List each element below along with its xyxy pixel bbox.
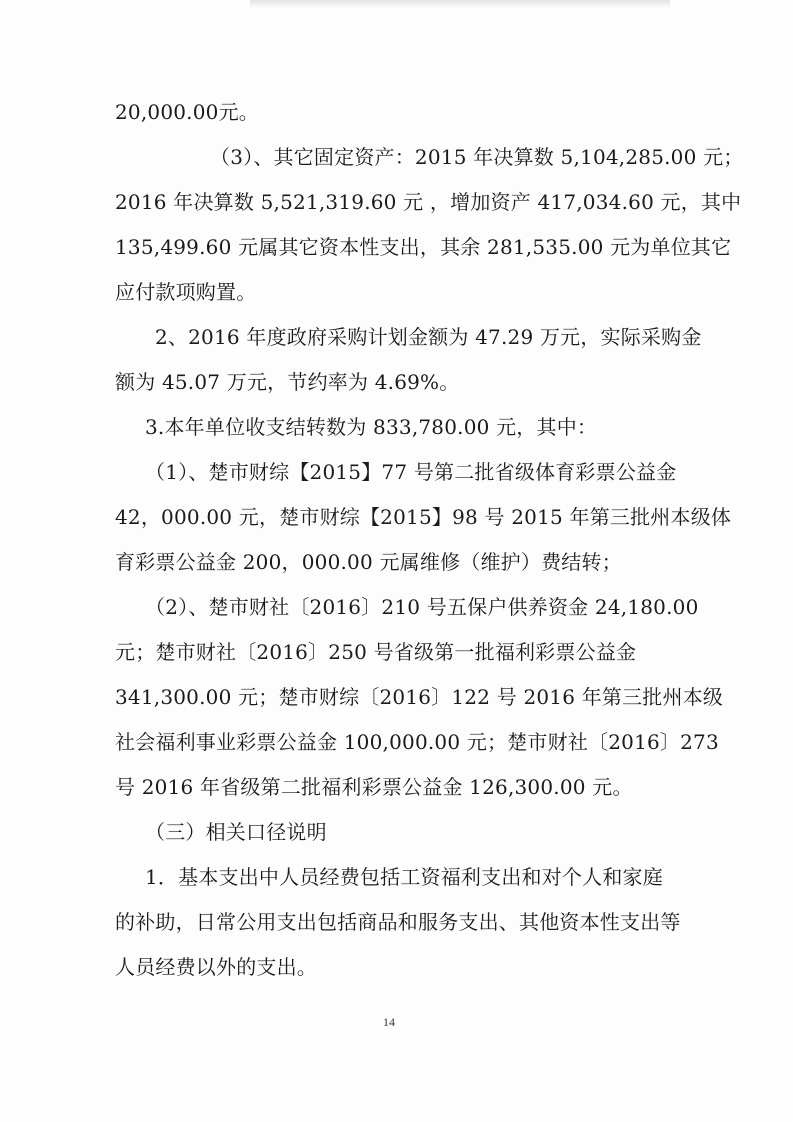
text-line-19: 的补助，日常公用支出包括商品和服务支出、其他资本性支出等 [115,910,681,934]
text-line-16: 号 2016 年省级第二批福利彩票公益金 126,300.00 元。 [115,775,633,799]
scan-shadow [250,0,670,8]
text-line-20: 人员经费以外的支出。 [115,955,317,979]
text-line-18: 1．基本支出中人员经费包括工资福利支出和对个人和家庭 [145,865,663,889]
text-line-13: 元；楚市财社〔2016〕250 号省级第一批福利彩票公益金 [115,640,637,664]
text-line-10: 42，000.00 元，楚市财综【2015】98 号 2015 年第三批州本级体 [115,505,732,529]
text-line-7: 额为 45.07 万元，节约率为 4.69%。 [115,370,460,394]
text-line-15: 社会福利事业彩票公益金 100,000.00 元；楚市财社〔2016〕273 [115,730,719,754]
section-heading: （三）相关口径说明 [145,820,327,844]
text-line-1: 20,000.00元。 [115,100,259,124]
text-line-5: 应付款项购置。 [115,280,257,304]
text-line-12: （2）、楚市财社〔2016〕210 号五保户供养资金 24,180.00 [145,595,699,619]
text-line-11: 育彩票公益金 200，000.00 元属维修（维护）费结转； [115,550,622,574]
page-number: 14 [383,1015,395,1029]
text-line-3: 2016 年决算数 5,521,319.60 元 ，增加资产 417,034.60 元，其中 [115,190,742,214]
text-line-9: （1）、楚市财综【2015】77 号第二批省级体育彩票公益金 [145,460,677,484]
text-line-6: 2、2016 年度政府采购计划金额为 47.29 万元，实际采购金 [155,325,702,349]
text-line-8: 3.本年单位收支结转数为 833,780.00 元，其中： [145,415,598,439]
text-line-2: （3）、其它固定资产：2015 年决算数 5,104,285.00 元； [210,145,744,169]
text-line-4: 135,499.60 元属其它资本性支出，其余 281,535.00 元为单位其它 [115,235,732,259]
text-line-14: 341,300.00 元；楚市财综〔2016〕122 号 2016 年第三批州本级 [115,685,724,709]
